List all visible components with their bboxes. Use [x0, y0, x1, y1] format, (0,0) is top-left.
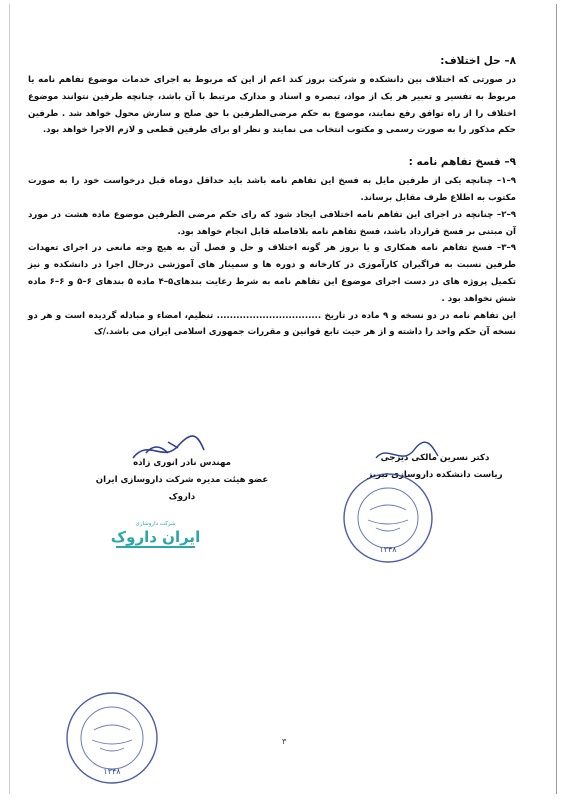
company-logo-subtitle: شرکت داروسازی	[135, 521, 176, 527]
seal-year: ۱۳۴۸	[379, 545, 397, 554]
right-signatory-name: دکتر نسرین مالکی دیزجی	[380, 453, 490, 463]
faculty-seal-stamp	[62, 688, 162, 788]
company-logo	[108, 520, 203, 560]
university-seal-stamp	[340, 470, 436, 566]
section-8-heading: ۸– حل اختلاف:	[440, 55, 516, 67]
clause-9-3: ۹–۳– فسخ تفاهم نامه همکاری و یا بروز هر گونه اختلاف و حل و فصل آن به هیچ وجه مانعی در اجرای تعهدات طرفین نسبت به فراگیران کارآموزی در کارخانه و دوره ها و سمینار های آموزشی درحال اجرا در دانشکده و نیز تکمیل پروژه های در دست اجرای موضوع این تفاهم نامه به شرط رعایت بندهای۵–۴ ماده ۵ بندهای ۶–۵ و ۶–۶ ماده شش نخواهد بود .	[28, 243, 517, 304]
left-signatory-name: مهندس نادر انوری زاده	[133, 458, 231, 468]
document-body	[28, 54, 516, 341]
section-9	[28, 155, 516, 341]
right-signatory-title: ریاست دانشکده داروسازی تبریز	[367, 470, 503, 480]
section-8-text: در صورتی که اختلاف بین دانشکده و شرکت بروز کند اعم از این که مربوط به اجرای خدمات موضوع تفاهم نامه یا مربوط به تفسیر و تعبیر هر یک از مواد، تبصره و اسناد و مدارک مرتبط با آن باشد، چنانچه طرفین نتوانند موضوع اختلاف را از راه توافق رفع نمایند، موضوع به حکم مرضی‌الطرفین با حق صلح و سازش محول خواهد شد . طرفین حکم مذکور را به صورت رسمی و مکتوب انتخاب می نمایند و نظر او برای طرفین قطعی و لازم الاجرا خواهد بود.	[28, 75, 516, 136]
clause-9-2: ۹–۲– چنانچه در اجرای این تفاهم نامه اختلافی ایجاد شود که رای حکم مرضی الطرفین موضوع ماده هشت در مورد آن مبتنی بر فسخ قرارداد باشد، فسخ تفاهم نامه بلافاصله قابل انجام خواهد بود.	[28, 209, 516, 237]
left-signatory	[82, 455, 282, 506]
closing-paragraph: این تفاهم نامه در دو نسخه و ۹ ماده در تاریخ ................................ تنظیم، امضاء و مبادله گردیده است و هر دو نسخه آن حکم واحد را داشته و از هر حیث تابع قوانین و مقررات جمهوری اسلامی ایران می باشد./ک	[28, 310, 517, 338]
page-number: ۳	[282, 737, 287, 746]
seal-year-bottom: ۱۳۴۸	[103, 767, 121, 776]
section-9-heading: ۹– فسخ تفاهم نامه :	[408, 156, 516, 169]
clause-9-1: ۹–۱– چنانچه یکی از طرفین مایل به فسخ این تفاهم نامه باشد باید حداقل دوماه قبل درخواست خود را به صورت مکتوب به اطلاع طرف مقابل برساند.	[28, 176, 516, 203]
section-8	[28, 54, 516, 139]
company-logo-name: ایران داروک	[110, 528, 201, 546]
company-logo-underline	[116, 546, 195, 548]
left-signatory-title: عضو هیئت مدیره شرکت داروسازی ایران داروک	[95, 475, 269, 502]
